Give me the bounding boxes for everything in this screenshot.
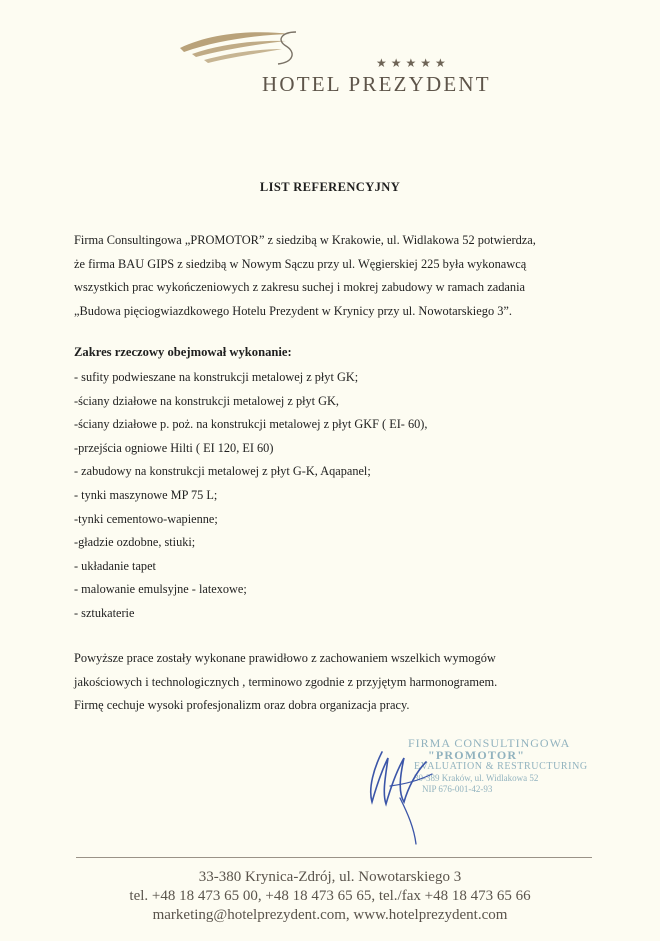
- five-stars-rating: ★★★★★: [376, 56, 450, 70]
- intro-line: Firma Consultingowa „PROMOTOR” z siedzibą w Krakowie, ul. Widlakowa 52 potwierdza,: [74, 233, 536, 247]
- scope-item: - zabudowy na konstrukcji metalowej z płyt G-K, Aqapanel;: [74, 464, 371, 479]
- closing-line: Firmę cechuje wysoki profesjonalizm oraz dobra organizacja pracy.: [74, 698, 410, 713]
- scope-item: -tynki cementowo-wapienne;: [74, 511, 218, 526]
- footer-divider: [76, 857, 592, 858]
- handwritten-signature: [360, 728, 450, 853]
- intro-line: „Budowa pięciogwiazdkowego Hotelu Prezydent w Krynicy przy ul. Nowotarskiego 3”.: [74, 304, 513, 319]
- closing-line: jakościowych i technologicznych , terminowo zgodnie z przyjętym harmonogramem.: [74, 674, 498, 689]
- intro-line: że firma BAU GIPS z siedzibą w Nowym Sączu przy ul. Węgierskiej 225 była wykonawcą: [74, 256, 527, 271]
- intro-line: wszystkich prac wykończeniowych z zakresu suchej i mokrej zabudowy w ramach zadania: [74, 280, 526, 295]
- scope-item: -ściany działowe p. poż. na konstrukcji metalowej z płyt GKF ( EI- 60),: [74, 417, 428, 432]
- intro-paragraph: [74, 229, 596, 324]
- scope-item: - malowanie emulsyjne - latexowe;: [74, 582, 247, 597]
- footer-phones: tel. +48 18 473 65 00, +48 18 473 65 65, tel./fax +48 18 473 65 66: [129, 888, 531, 904]
- stamp-line: EVALUATION & RESTRUCTURING: [414, 761, 588, 772]
- stamp-line: "PROMOTOR": [428, 747, 526, 762]
- scope-item: - układanie tapet: [74, 558, 156, 573]
- stamp-line: NIP 676-001-42-93: [422, 784, 493, 794]
- scope-item: -gładzie ozdobne, stiuki;: [74, 535, 196, 550]
- swoosh-logo-icon: [178, 26, 308, 71]
- footer-email-web: marketing@hotelprezydent.com, www.hotelprezydent.com: [152, 907, 508, 923]
- closing-line: Powyższe prace zostały wykonane prawidłowo z zachowaniem wszelkich wymogów: [74, 651, 496, 665]
- scope-item: -ściany działowe na konstrukcji metalowej z płyt GK,: [74, 393, 339, 408]
- scope-heading: Zakres rzeczowy obejmował wykonanie:: [74, 345, 292, 359]
- hotel-brand-name: HOTEL PREZYDENT: [262, 72, 491, 96]
- scope-item: - tynki maszynowe MP 75 L;: [74, 487, 218, 502]
- footer-address: 33-380 Krynica-Zdrój, ul. Nowotarskiego 3: [198, 869, 462, 885]
- scope-list: [74, 366, 427, 626]
- scope-item: - sztukaterie: [74, 605, 135, 620]
- footer-contact: [0, 868, 660, 925]
- scope-item: -przejścia ogniowe Hilti ( EI 120, EI 60): [74, 440, 274, 455]
- closing-paragraph: [74, 647, 596, 718]
- stamp-line: FIRMA CONSULTINGOWA: [408, 736, 571, 750]
- document-title: LIST REFERENCYJNY: [259, 180, 401, 194]
- scope-item: - sufity podwieszane na konstrukcji metalowej z płyt GK;: [74, 370, 359, 384]
- stamp-line: 30-389 Kraków, ul. Widlakowa 52: [414, 772, 539, 783]
